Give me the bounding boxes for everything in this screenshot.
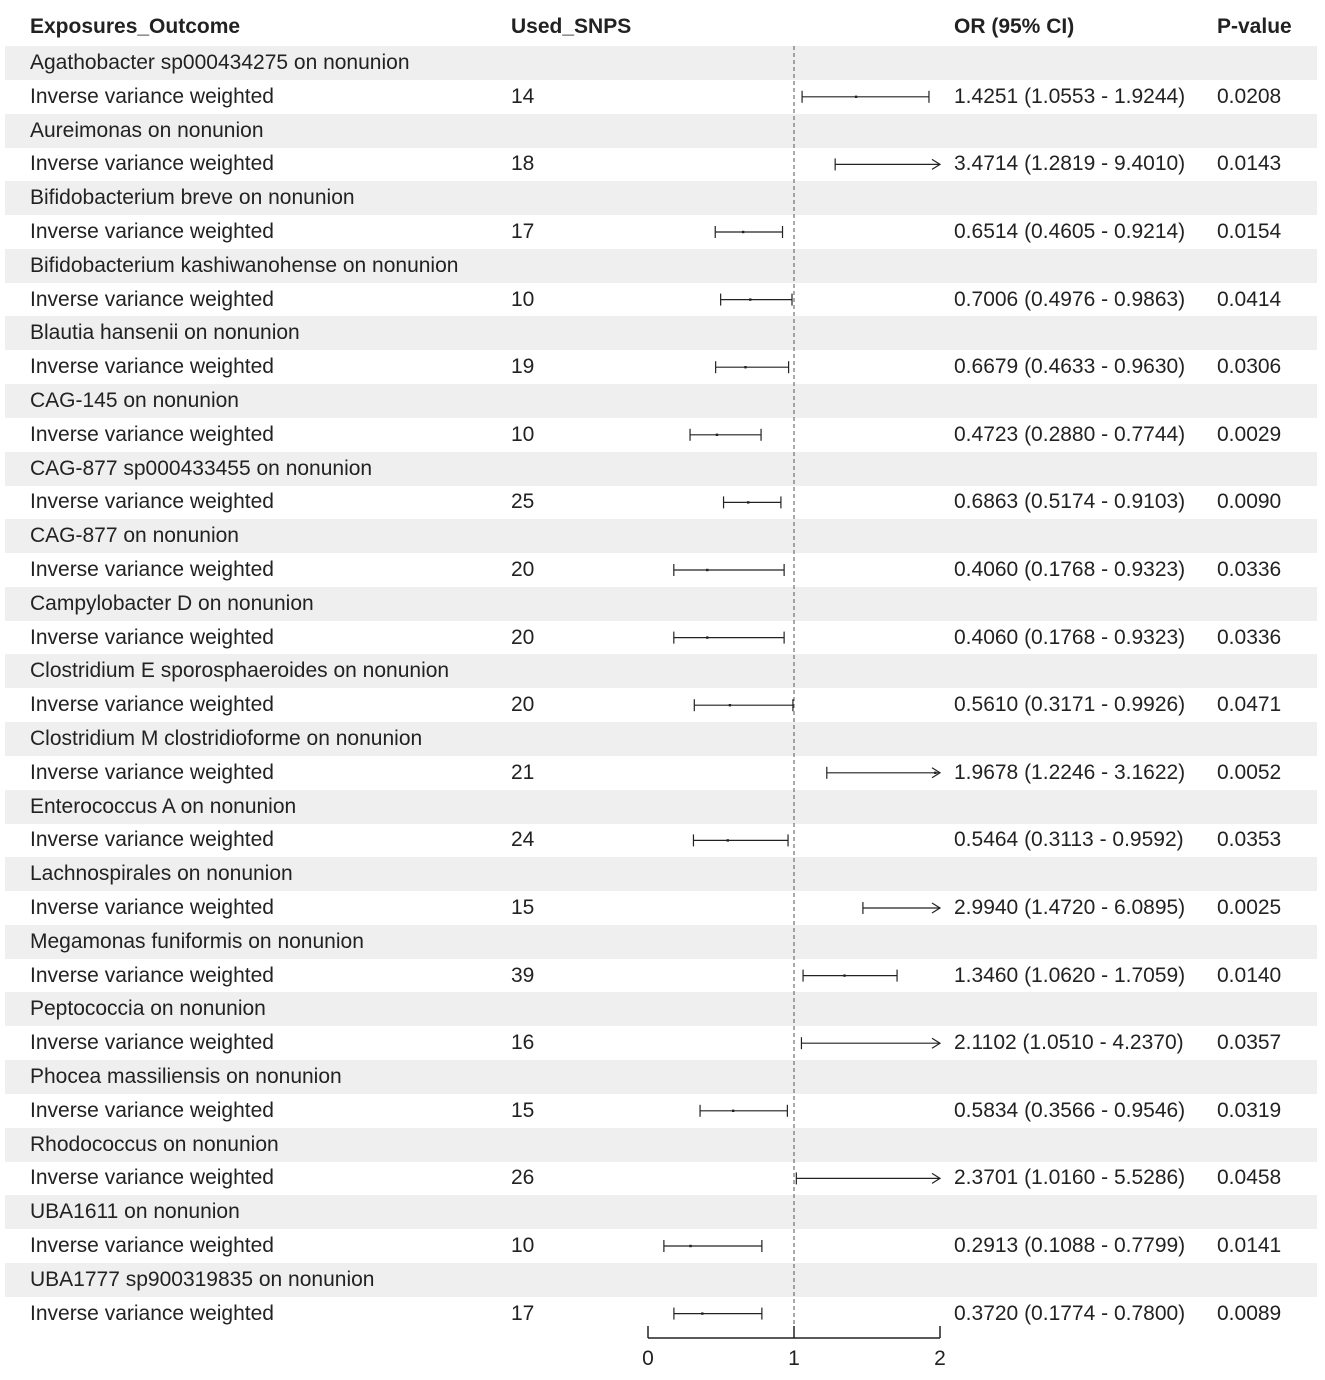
method-label: Inverse variance weighted xyxy=(30,963,274,987)
or-ci-value: 1.4251 (1.0553 - 1.9244) xyxy=(954,84,1186,108)
header-snps: Used_SNPS xyxy=(511,15,632,38)
exposure-label: UBA1777 sp900319835 on nonunion xyxy=(30,1267,375,1291)
snps-value: 26 xyxy=(511,1166,535,1190)
snps-value: 24 xyxy=(511,828,535,852)
or-ci-value: 0.2913 (0.1088 - 0.7799) xyxy=(954,1234,1186,1257)
p-value: 0.0471 xyxy=(1217,693,1282,717)
exposure-label: Aureimonas on nonunion xyxy=(30,118,264,142)
method-label: Inverse variance weighted xyxy=(30,693,274,717)
exposure-label: Bifidobacterium kashiwanohense on nonunion xyxy=(30,253,459,277)
header-exposure: Exposures_Outcome xyxy=(30,15,241,38)
exposure-label: CAG-145 on nonunion xyxy=(30,389,239,412)
or-point xyxy=(689,1245,691,1247)
exposure-label: Campylobacter D on nonunion xyxy=(30,591,314,615)
snps-value: 10 xyxy=(511,422,535,446)
method-label: Inverse variance weighted xyxy=(30,220,274,243)
method-label: Inverse variance weighted xyxy=(30,1234,274,1257)
snps-value: 18 xyxy=(511,152,535,176)
snps-value: 20 xyxy=(511,625,535,649)
or-point xyxy=(843,974,845,976)
method-label: Inverse variance weighted xyxy=(30,1166,274,1190)
x-tick-label: 0 xyxy=(642,1347,654,1370)
snps-value: 20 xyxy=(511,558,535,581)
method-label: Inverse variance weighted xyxy=(30,760,274,784)
or-point xyxy=(701,1312,703,1314)
snps-value: 19 xyxy=(511,355,535,379)
or-point xyxy=(855,96,857,98)
exposure-label: Enterococcus A on nonunion xyxy=(30,794,297,818)
method-label: Inverse variance weighted xyxy=(30,828,274,852)
or-ci-value: 0.5834 (0.3566 - 0.9546) xyxy=(954,1098,1186,1122)
or-ci-value: 1.9678 (1.2246 - 3.1622) xyxy=(954,760,1186,784)
method-label: Inverse variance weighted xyxy=(30,1031,274,1055)
header-or: OR (95% CI) xyxy=(954,15,1075,38)
p-value: 0.0357 xyxy=(1217,1031,1282,1055)
method-label: Inverse variance weighted xyxy=(30,355,274,379)
or-ci-value: 0.6514 (0.4605 - 0.9214) xyxy=(954,220,1186,243)
p-value: 0.0141 xyxy=(1217,1234,1282,1257)
header-pvalue: P-value xyxy=(1217,15,1292,38)
or-ci-value: 0.6863 (0.5174 - 0.9103) xyxy=(954,490,1186,514)
or-point xyxy=(727,839,729,841)
snps-value: 17 xyxy=(511,220,535,243)
p-value: 0.0029 xyxy=(1217,422,1282,446)
or-ci-value: 2.1102 (1.0510 - 4.2370) xyxy=(954,1031,1184,1055)
or-ci-value: 2.9940 (1.4720 - 6.0895) xyxy=(954,896,1186,919)
or-ci-value: 0.5610 (0.3171 - 0.9926) xyxy=(954,693,1186,717)
exposure-label: CAG-877 sp000433455 on nonunion xyxy=(30,456,373,480)
method-label: Inverse variance weighted xyxy=(30,1098,274,1122)
exposure-label: Blautia hansenii on nonunion xyxy=(30,321,300,345)
exposure-label: Rhodococcus on nonunion xyxy=(30,1132,279,1156)
method-label: Inverse variance weighted xyxy=(30,84,274,108)
snps-value: 14 xyxy=(511,84,535,108)
exposure-label: Megamonas funiformis on nonunion xyxy=(30,929,364,953)
or-point xyxy=(706,569,708,571)
or-ci-value: 0.4723 (0.2880 - 0.7744) xyxy=(954,422,1186,446)
snps-value: 17 xyxy=(511,1301,535,1325)
p-value: 0.0319 xyxy=(1217,1098,1282,1122)
method-label: Inverse variance weighted xyxy=(30,896,274,919)
snps-value: 15 xyxy=(511,1098,535,1122)
snps-value: 15 xyxy=(511,896,535,919)
exposure-label: Clostridium M clostridioforme on nonunion xyxy=(30,727,423,750)
p-value: 0.0025 xyxy=(1217,896,1282,919)
or-point xyxy=(744,366,746,368)
or-ci-value: 2.3701 (1.0160 - 5.5286) xyxy=(954,1166,1186,1190)
snps-value: 21 xyxy=(511,760,535,784)
snps-value: 10 xyxy=(511,1234,535,1257)
p-value: 0.0052 xyxy=(1217,760,1282,784)
method-label: Inverse variance weighted xyxy=(30,152,274,176)
or-point xyxy=(934,772,936,774)
p-value: 0.0140 xyxy=(1217,963,1282,987)
or-ci-value: 0.6679 (0.4633 - 0.9630) xyxy=(954,355,1186,379)
or-point xyxy=(706,636,708,638)
or-point xyxy=(716,434,718,436)
method-label: Inverse variance weighted xyxy=(30,1301,274,1325)
method-label: Inverse variance weighted xyxy=(30,625,274,649)
x-tick-label: 1 xyxy=(788,1347,800,1370)
p-value: 0.0154 xyxy=(1217,220,1282,243)
or-ci-value: 0.4060 (0.1768 - 0.9323) xyxy=(954,558,1186,581)
p-value: 0.0336 xyxy=(1217,625,1282,649)
exposure-label: UBA1611 on nonunion xyxy=(30,1200,240,1224)
exposure-label: Bifidobacterium breve on nonunion xyxy=(30,186,355,210)
exposure-label: Phocea massiliensis on nonunion xyxy=(30,1065,342,1088)
exposure-label: Agathobacter sp000434275 on nonunion xyxy=(30,51,410,74)
snps-value: 39 xyxy=(511,963,535,987)
or-point xyxy=(747,501,749,503)
or-ci-value: 0.3720 (0.1774 - 0.7800) xyxy=(954,1301,1186,1325)
snps-value: 25 xyxy=(511,490,535,514)
exposure-label: Clostridium E sporosphaeroides on nonunion xyxy=(30,659,450,683)
p-value: 0.0306 xyxy=(1217,355,1282,379)
p-value: 0.0090 xyxy=(1217,490,1282,514)
or-ci-value: 0.7006 (0.4976 - 0.9863) xyxy=(954,287,1186,311)
snps-value: 20 xyxy=(511,693,535,717)
p-value: 0.0353 xyxy=(1217,828,1282,852)
or-point xyxy=(732,1110,734,1112)
method-label: Inverse variance weighted xyxy=(30,287,274,311)
or-ci-value: 0.5464 (0.3113 - 0.9592) xyxy=(954,828,1184,852)
p-value: 0.0208 xyxy=(1217,84,1282,108)
or-point xyxy=(729,704,731,706)
or-ci-value: 3.4714 (1.2819 - 9.4010) xyxy=(954,152,1186,176)
method-label: Inverse variance weighted xyxy=(30,558,274,581)
exposure-label: CAG-877 on nonunion xyxy=(30,524,239,548)
or-ci-value: 1.3460 (1.0620 - 1.7059) xyxy=(954,963,1186,987)
or-point xyxy=(742,231,744,233)
snps-value: 10 xyxy=(511,287,535,311)
x-tick-label: 2 xyxy=(934,1347,946,1370)
or-ci-value: 0.4060 (0.1768 - 0.9323) xyxy=(954,625,1186,649)
method-label: Inverse variance weighted xyxy=(30,490,274,514)
p-value: 0.0143 xyxy=(1217,152,1282,176)
exposure-label: Lachnospirales on nonunion xyxy=(30,862,293,886)
p-value: 0.0336 xyxy=(1217,558,1282,581)
p-value: 0.0458 xyxy=(1217,1166,1282,1190)
snps-value: 16 xyxy=(511,1031,535,1055)
or-point xyxy=(749,298,751,300)
p-value: 0.0414 xyxy=(1217,287,1282,311)
method-label: Inverse variance weighted xyxy=(30,422,274,446)
exposure-label: Peptococcia on nonunion xyxy=(30,997,266,1021)
p-value: 0.0089 xyxy=(1217,1301,1282,1325)
